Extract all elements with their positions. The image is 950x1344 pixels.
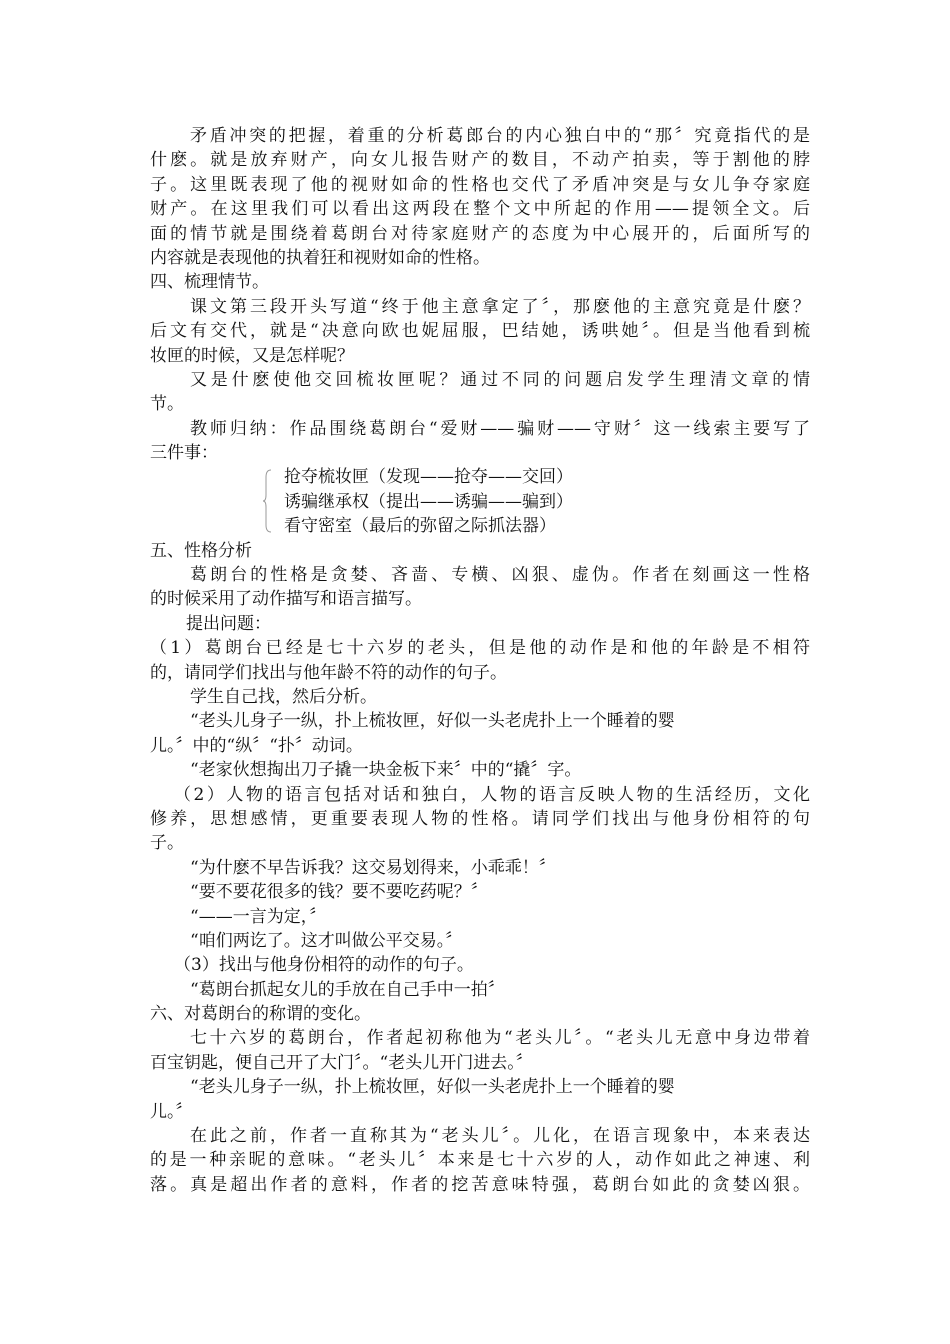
- quote-line: 儿。〞中的“纵〞“扑〞动词。: [150, 735, 363, 756]
- quote-line: “为什麽不早告诉我？这交易划得来，小乖乖！〞: [190, 857, 556, 878]
- section-heading-5: 五、性格分析: [150, 540, 252, 561]
- quote-line: “老头儿身子一纵，扑上梳妆匣，好似一头老虎扑上一个睡着的婴: [190, 1077, 675, 1098]
- paragraph-line: 子。这里既表现了他的视财如命的性格也交代了矛盾冲突是与女儿争夺家庭: [150, 174, 810, 195]
- paragraph-line: 在此之前，作者一直称其为“老头儿〞。儿化，在语言现象中，本来表达: [190, 1126, 810, 1147]
- question-line: （2）人物的语言包括对话和独白，人物的语言反映人物的生活经历，文化: [174, 784, 810, 805]
- paragraph-line: 节。: [150, 394, 184, 415]
- paragraph-line: 七十六岁的葛朗台，作者起初称他为“老头儿〞。“老头儿无意中身边带着: [190, 1028, 810, 1049]
- paragraph-line: 三件事：: [150, 443, 218, 464]
- event-list: [150, 465, 810, 538]
- event-item: 看守密室（最后的弥留之际抓法器）: [284, 516, 556, 537]
- paragraph-line: 课文第三段开头写道“终于他主意拿定了〞，那麽他的主意究竟是什麽？: [190, 296, 810, 317]
- quote-line: “葛朗台抓起女儿的手放在自己手中一拍〞: [190, 979, 505, 1000]
- left-brace-icon: [262, 469, 272, 533]
- paragraph-line: 百宝钥匙，便自己开了大门〞。“老头儿开门进去。〞: [150, 1052, 533, 1073]
- question-line: 的，请同学们找出与他年龄不符的动作的句子。: [150, 662, 507, 683]
- question-line: 子。: [150, 833, 184, 854]
- event-item: 诱骗继承权（提出——诱骗——骗到）: [284, 491, 573, 512]
- question-line: （1）葛朗台已经是七十六岁的老头，但是他的动作是和他的年龄是不相符: [150, 638, 810, 659]
- paragraph-line: 提出问题：: [186, 613, 271, 634]
- paragraph-line: 落。真是超出作者的意料，作者的挖苦意味特强，葛朗台如此的贪婪凶狠。: [150, 1174, 810, 1195]
- section-heading-6: 六、对葛朗台的称谓的变化。: [150, 1004, 371, 1025]
- quote-line: “咱们两讫了。这才叫做公平交易。〞: [190, 930, 463, 951]
- document-body: [150, 124, 810, 1197]
- quote-line: “老头儿身子一纵，扑上梳妆匣，好似一头老虎扑上一个睡着的婴: [190, 711, 675, 732]
- event-item: 抢夺梳妆匣（发现——抢夺——交回）: [284, 467, 573, 488]
- paragraph-line: 财产。在这里我们可以看出这两段在整个文中所起的作用——提领全文。后: [150, 199, 810, 220]
- quote-line: “要不要花很多的钱？要不要吃药呢？〞: [190, 882, 488, 903]
- paragraph-line: 内容就是表现他的执着狂和视财如命的性格。: [150, 247, 490, 268]
- paragraph-line: 后文有交代，就是“决意向欧也妮屈服，巴结她，诱哄她〞。但是当他看到梳: [150, 321, 810, 342]
- paragraph-line: 学生自己找，然后分析。: [190, 686, 377, 707]
- paragraph-line: 又是什麽使他交回梳妆匣呢？通过不同的问题启发学生理清文章的情: [190, 369, 810, 390]
- paragraph-line: 矛盾冲突的把握，着重的分析葛郎台的内心独白中的“那〞究竟指代的是: [190, 126, 810, 146]
- quote-line: “老家伙想掏出刀子撬一块金板下来〞中的“撬〞字。: [190, 760, 582, 781]
- paragraph-line: 妆匣的时候，又是怎样呢？: [150, 345, 354, 366]
- question-line: 修养，思想感情，更重要表现人物的性格。请同学们找出与他身份相符的句: [150, 808, 810, 829]
- paragraph-line: 什麽。就是放弃财产，向女儿报告财产的数目，不动产拍卖，等于割他的脖: [150, 150, 810, 171]
- paragraph-line: 面的情节就是围绕着葛朗台对待家庭财产的态度为中心展开的，后面所写的: [150, 223, 810, 244]
- question-line: （3）找出与他身份相符的动作的句子。: [174, 955, 474, 976]
- paragraph-line: 的是一种亲昵的意味。“老头儿〞本来是七十六岁的人，动作如此之神速、利: [150, 1150, 810, 1171]
- quote-line: “——一言为定，〞: [190, 906, 327, 927]
- paragraph-line: 教师归纳：作品围绕葛朗台“爱财——骗财——守财〞这一线索主要写了: [190, 418, 810, 439]
- section-heading-4: 四、梳理情节。: [150, 272, 269, 293]
- quote-line: 儿。〞: [150, 1101, 193, 1122]
- paragraph-line: 葛朗台的性格是贪婪、吝啬、专横、凶狠、虚伪。作者在刻画这一性格: [190, 565, 810, 586]
- paragraph-line: 的时候采用了动作描写和语言描写。: [150, 589, 422, 610]
